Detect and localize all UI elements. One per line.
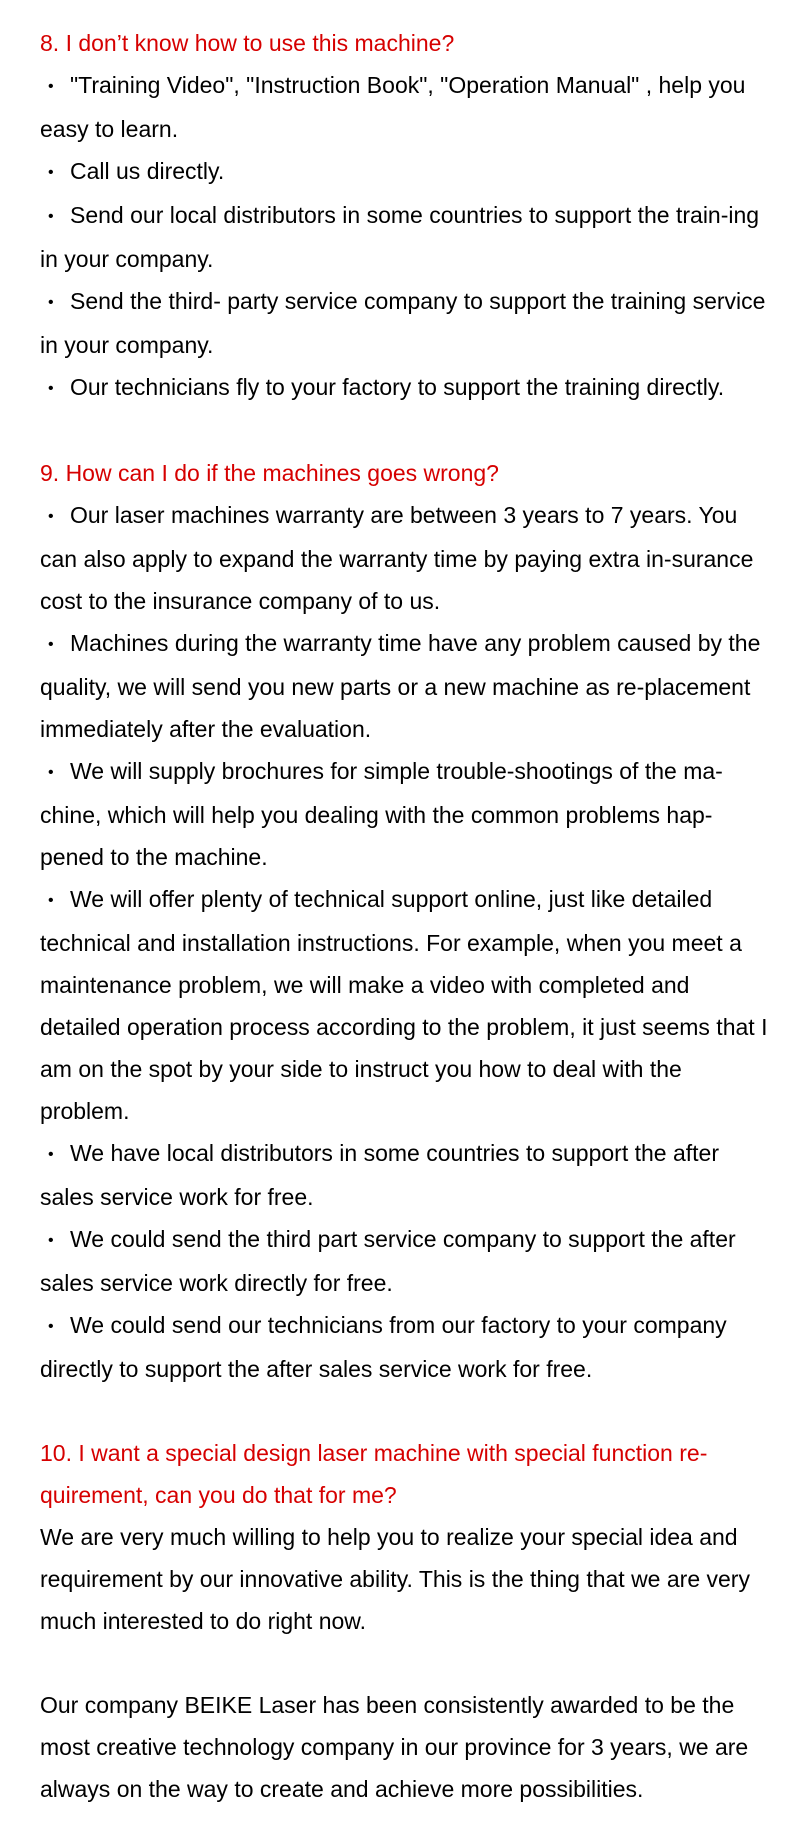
section-spacer	[40, 1390, 772, 1432]
answer-paragraph: We are very much willing to help you to realize your special idea and requirement by our innovative ability. This is the thing that we are very much interested to do right now.	[40, 1524, 750, 1634]
closing-paragraph: Our company BEIKE Laser has been consistently awarded to be the most creative technology company in our province for 3 years, we are always on the way to create and achieve more possibilities.	[40, 1692, 749, 1802]
bullet-item: • Our laser machines warranty are between 3 years to 7 years. You can also apply to expand the warranty time by paying extra in-surance cost to the insurance company of to us.	[40, 494, 772, 622]
faq-section-8	[40, 22, 772, 410]
bullet-item: • Our technicians fly to your factory to support the training directly.	[40, 366, 772, 410]
bullet-item: • Send the third- party service company to support the training service in your company.	[40, 280, 772, 366]
bullet-item: • Call us directly.	[40, 150, 772, 194]
faq-section-10	[40, 1432, 772, 1642]
bullet-item: • We will offer plenty of technical support online, just like detailed technical and installation instructions. For example, when you meet a maintenance problem, we will make a video with completed and detailed operation process according to the problem, it just seems that I am on the spot by your side to instruct you how to deal with the problem.	[40, 878, 772, 1132]
question-title: 9. How can I do if the machines goes wrong?	[40, 460, 499, 486]
question-title: 8. I don’t know how to use this machine?	[40, 30, 455, 56]
faq-section-9	[40, 452, 772, 1390]
bullet-item: • Send our local distributors in some countries to support the train-ing in your company.	[40, 194, 772, 280]
bullet-item: • "Training Video", "Instruction Book", "Operation Manual" , help you easy to learn.	[40, 64, 772, 150]
question-title: 10. I want a special design laser machine with special function re-quirement, can you do that for me?	[40, 1440, 708, 1508]
section-spacer	[40, 1642, 772, 1684]
section-spacer	[40, 410, 772, 452]
bullet-item: • We could send our technicians from our factory to your company directly to support the after sales service work for free.	[40, 1304, 772, 1390]
closing-section	[40, 1684, 772, 1810]
bullet-item: • We could send the third part service company to support the after sales service work directly for free.	[40, 1218, 772, 1304]
bullet-item: • We will supply brochures for simple trouble-shootings of the ma-chine, which will help you dealing with the common problems hap-pened to the machine.	[40, 750, 772, 878]
bullet-item: • Machines during the warranty time have any problem caused by the quality, we will send you new parts or a new machine as re-placement immediately after the evaluation.	[40, 622, 772, 750]
bullet-item: • We have local distributors in some countries to support the after sales service work for free.	[40, 1132, 772, 1218]
